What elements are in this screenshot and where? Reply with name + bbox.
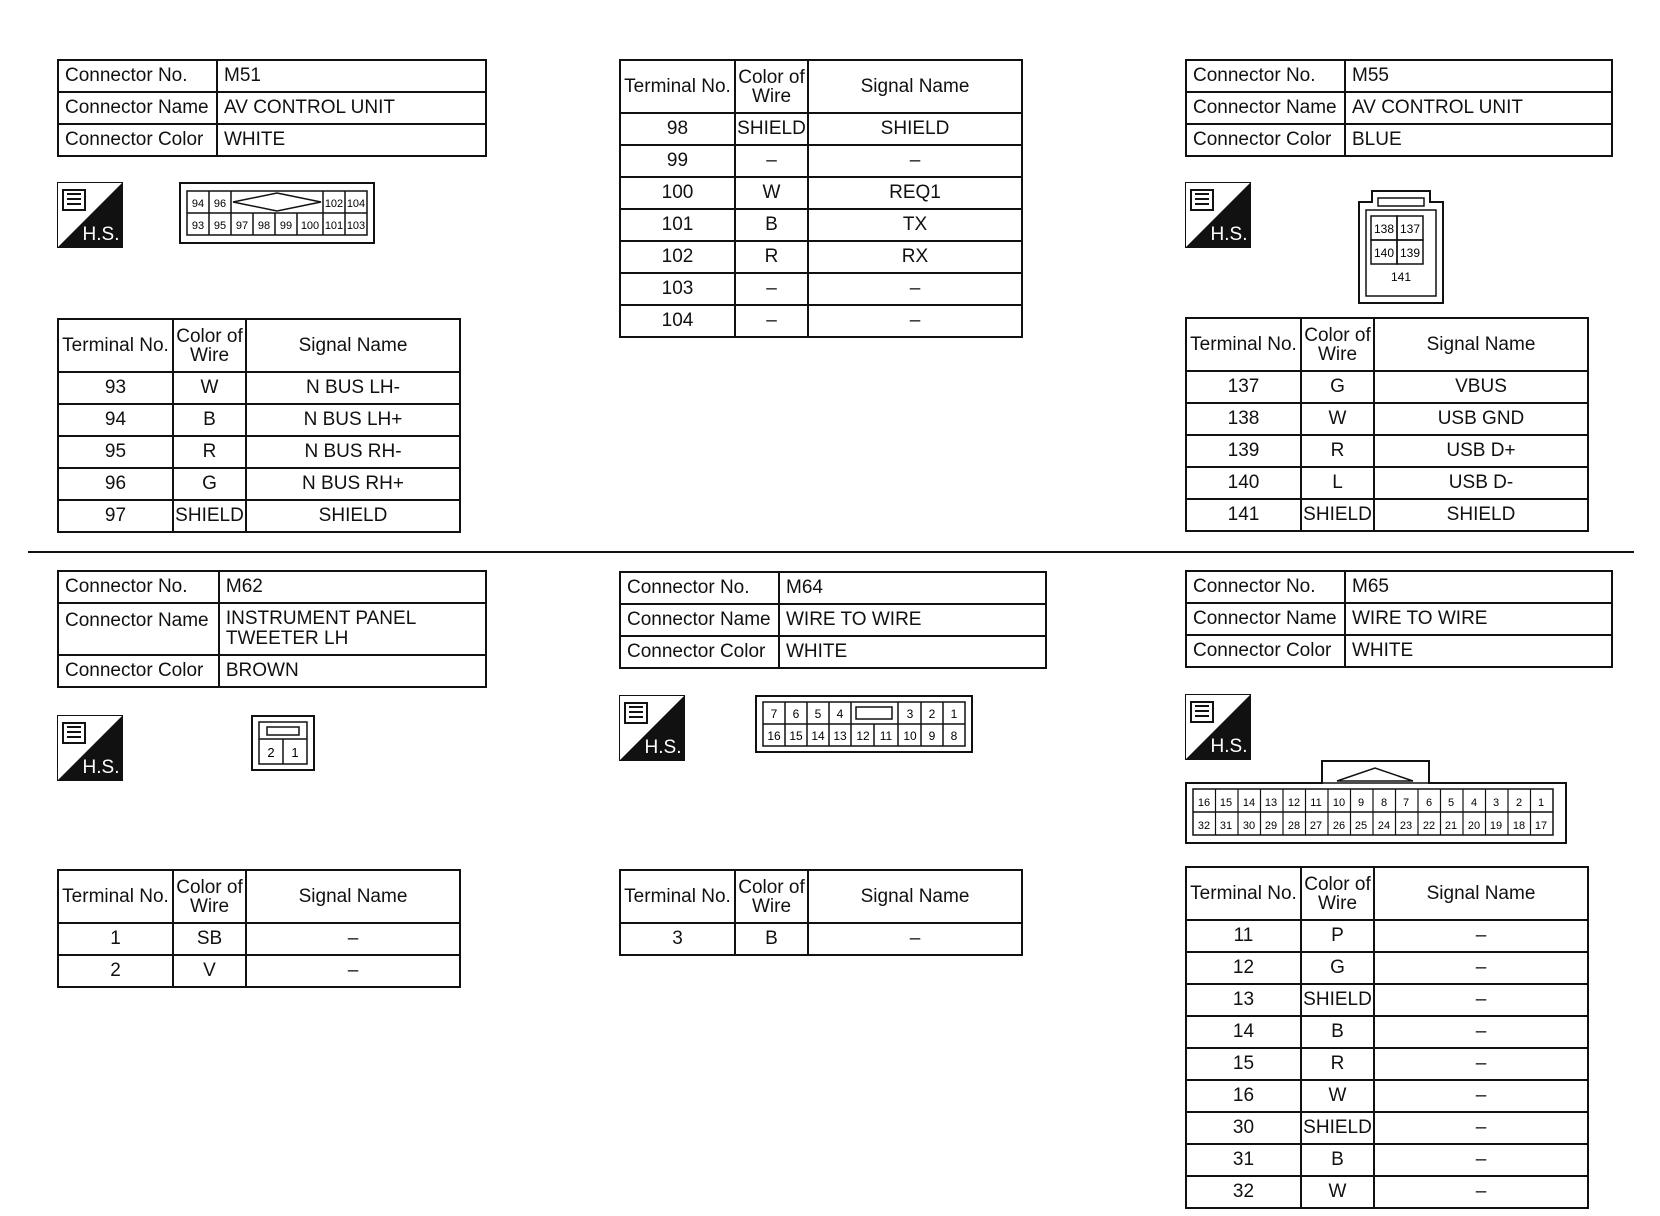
- table-row: [1186, 371, 1588, 403]
- table-cell: –: [1374, 1048, 1588, 1080]
- hs-icon: [1185, 694, 1251, 760]
- table-row: [1186, 467, 1588, 499]
- pin-label: 104: [346, 198, 366, 210]
- pin-label: 21: [1444, 820, 1458, 832]
- m55-name: AV CONTROL UNIT: [1345, 92, 1612, 124]
- table-cell: G: [173, 468, 246, 500]
- table-cell: –: [1374, 1112, 1588, 1144]
- pin-label: H.S.: [644, 737, 682, 758]
- table-cell: 138: [1186, 403, 1301, 435]
- m51-info-table: [57, 59, 487, 157]
- header-terminal: Terminal No.: [58, 319, 173, 372]
- m62-no: M62: [219, 571, 486, 603]
- table-cell: –: [1374, 1176, 1588, 1208]
- pin-label: 7: [1402, 797, 1410, 809]
- hs-icon: [1185, 182, 1251, 248]
- pin-label: 100: [300, 220, 320, 232]
- table-cell: Connector Color: [620, 636, 779, 668]
- table-cell: L: [1301, 467, 1374, 499]
- table-row: [620, 870, 1022, 923]
- m51-terminal-table-cont: [619, 59, 1023, 338]
- table-cell: W: [1301, 1080, 1374, 1112]
- table-row: [1186, 1048, 1588, 1080]
- pin-label: 9: [928, 729, 936, 743]
- table-cell: 103: [620, 273, 735, 305]
- pin-label: 8: [1380, 797, 1388, 809]
- table-row: [1186, 984, 1588, 1016]
- table-row: [58, 372, 460, 404]
- table-cell: –: [808, 305, 1022, 337]
- table-cell: W: [1301, 1176, 1374, 1208]
- m64-terminal-table: [619, 869, 1023, 956]
- pin-label: 5: [814, 707, 822, 721]
- table-row: [58, 655, 486, 687]
- table-row: [58, 468, 460, 500]
- table-row: [58, 603, 486, 655]
- table-row: [620, 273, 1022, 305]
- pin-label: 2: [928, 707, 936, 721]
- m62-connector-face: [251, 715, 315, 771]
- table-cell: REQ1: [808, 177, 1022, 209]
- table-cell: Signal Name: [1374, 867, 1588, 920]
- m65-info-table: [1185, 570, 1613, 668]
- pin-label: 98: [257, 220, 271, 232]
- table-cell: Signal Name: [1374, 318, 1588, 371]
- table-row: [1186, 920, 1588, 952]
- header-terminal: Terminal No.: [620, 60, 735, 113]
- pin-label: 16: [1197, 797, 1211, 809]
- pin-label: 141: [1390, 270, 1412, 284]
- table-cell: Terminal No.: [1186, 318, 1301, 371]
- m51-name: AV CONTROL UNIT: [217, 92, 486, 124]
- pin-label: 6: [792, 707, 800, 721]
- pin-label: 27: [1309, 820, 1323, 832]
- m55-connector-face: [1358, 190, 1444, 304]
- table-cell: B: [1301, 1016, 1374, 1048]
- table-cell: TX: [808, 209, 1022, 241]
- pin-label: 20: [1467, 820, 1481, 832]
- table-row: [1186, 952, 1588, 984]
- pin-label: 32: [1197, 820, 1211, 832]
- table-row: [1186, 867, 1588, 920]
- pin-label: 137: [1399, 222, 1421, 236]
- m55-no: M55: [1345, 60, 1612, 92]
- pin-label: 13: [1264, 797, 1278, 809]
- section-divider: [28, 551, 1634, 553]
- table-row: [1186, 1016, 1588, 1048]
- table-cell: Color of Wire: [173, 870, 246, 923]
- table-row: [58, 870, 460, 923]
- label-connector-name: Connector Name: [58, 92, 217, 124]
- pin-label: 11: [1310, 797, 1322, 809]
- table-row: [58, 436, 460, 468]
- pin-label: 14: [1242, 797, 1256, 809]
- pin-label: 103: [346, 220, 366, 232]
- table-cell: 11: [1186, 920, 1301, 952]
- table-cell: –: [808, 145, 1022, 177]
- table-cell: 1: [58, 923, 173, 955]
- pin-label: 1: [1537, 797, 1545, 809]
- table-row: [1186, 1144, 1588, 1176]
- table-cell: SHIELD: [173, 500, 246, 532]
- table-cell: 97: [58, 500, 173, 532]
- table-row: [1186, 603, 1612, 635]
- pin-label: 30: [1242, 820, 1256, 832]
- m55-info-table: [1185, 59, 1613, 157]
- m51-color: WHITE: [217, 124, 486, 156]
- table-cell: 96: [58, 468, 173, 500]
- pin-label: H.S.: [82, 757, 120, 778]
- table-cell: W: [735, 177, 808, 209]
- m51-no: M51: [217, 60, 486, 92]
- table-cell: Signal Name: [808, 870, 1022, 923]
- table-row: [1186, 124, 1612, 156]
- pin-label: 4: [836, 707, 844, 721]
- table-cell: Color of Wire: [1301, 867, 1374, 920]
- table-cell: 98: [620, 113, 735, 145]
- table-cell: 137: [1186, 371, 1301, 403]
- m64-connector-face: [755, 695, 973, 753]
- pin-label: 25: [1354, 820, 1368, 832]
- table-cell: 102: [620, 241, 735, 273]
- table-row: [1186, 60, 1612, 92]
- pin-label: 1: [291, 745, 299, 760]
- m65-color: WHITE: [1345, 635, 1612, 667]
- pin-label: 2: [267, 745, 275, 760]
- table-row: [1186, 499, 1588, 531]
- table-cell: 104: [620, 305, 735, 337]
- table-cell: Connector No.: [620, 572, 779, 604]
- table-row: [1186, 1112, 1588, 1144]
- m62-color: BROWN: [219, 655, 486, 687]
- m55-terminal-table: [1185, 317, 1589, 532]
- table-cell: 93: [58, 372, 173, 404]
- table-cell: R: [1301, 1048, 1374, 1080]
- table-row: [58, 92, 486, 124]
- table-cell: SHIELD: [1301, 1112, 1374, 1144]
- table-cell: 16: [1186, 1080, 1301, 1112]
- table-cell: 15: [1186, 1048, 1301, 1080]
- pin-label: 96: [213, 198, 227, 210]
- pin-label: 17: [1534, 820, 1548, 832]
- header-signal: Signal Name: [246, 319, 460, 372]
- table-cell: Connector Name: [58, 603, 219, 655]
- table-row: [620, 113, 1022, 145]
- pin-label: H.S.: [1210, 224, 1248, 245]
- table-cell: 95: [58, 436, 173, 468]
- table-cell: Connector Color: [58, 655, 219, 687]
- table-cell: 31: [1186, 1144, 1301, 1176]
- table-cell: 101: [620, 209, 735, 241]
- table-cell: N BUS RH-: [246, 436, 460, 468]
- table-cell: 13: [1186, 984, 1301, 1016]
- m65-name: WIRE TO WIRE: [1345, 603, 1612, 635]
- table-row: [1186, 1080, 1588, 1112]
- table-cell: –: [735, 305, 808, 337]
- m65-no: M65: [1345, 571, 1612, 603]
- pin-label: 99: [279, 220, 293, 232]
- pin-label: 14: [811, 729, 825, 743]
- table-row: [58, 571, 486, 603]
- table-cell: G: [1301, 952, 1374, 984]
- table-cell: B: [735, 209, 808, 241]
- table-cell: W: [173, 372, 246, 404]
- table-cell: Color of Wire: [735, 870, 808, 923]
- table-cell: –: [808, 273, 1022, 305]
- m55-color: BLUE: [1345, 124, 1612, 156]
- table-cell: –: [735, 145, 808, 177]
- table-row: [58, 319, 460, 372]
- table-cell: SHIELD: [808, 113, 1022, 145]
- hs-icon: [57, 182, 123, 248]
- pin-label: 101: [324, 220, 344, 232]
- table-row: [58, 500, 460, 532]
- m51-connector-face: [179, 182, 375, 244]
- table-row: [58, 60, 486, 92]
- pin-label: 6: [1425, 797, 1433, 809]
- table-row: [620, 604, 1046, 636]
- pin-label: 29: [1264, 820, 1278, 832]
- pin-label: 23: [1399, 820, 1413, 832]
- pin-label: 22: [1422, 820, 1436, 832]
- label-connector-name: Connector Name: [1186, 92, 1345, 124]
- table-row: [1186, 435, 1588, 467]
- m62-name: INSTRUMENT PANEL TWEETER LH: [219, 603, 486, 655]
- table-cell: Connector Color: [1186, 635, 1345, 667]
- table-row: [620, 145, 1022, 177]
- pin-label: 9: [1357, 797, 1365, 809]
- table-cell: SHIELD: [735, 113, 808, 145]
- pin-label: 4: [1470, 797, 1478, 809]
- pin-label: 139: [1399, 246, 1421, 260]
- m62-terminal-table: [57, 869, 461, 988]
- table-cell: –: [1374, 920, 1588, 952]
- header-wire-color: Color of Wire: [173, 319, 246, 372]
- table-cell: SB: [173, 923, 246, 955]
- pin-label: 3: [906, 707, 914, 721]
- pin-label: 10: [903, 729, 917, 743]
- m62-info-table: [57, 570, 487, 688]
- pin-label: 15: [1219, 797, 1233, 809]
- m64-name: WIRE TO WIRE: [779, 604, 1046, 636]
- table-cell: 12: [1186, 952, 1301, 984]
- pin-label: 24: [1377, 820, 1391, 832]
- table-row: [620, 177, 1022, 209]
- table-row: [58, 404, 460, 436]
- table-cell: 2: [58, 955, 173, 987]
- table-row: [1186, 403, 1588, 435]
- pin-label: H.S.: [1210, 736, 1248, 757]
- table-row: [620, 209, 1022, 241]
- header-signal: Signal Name: [808, 60, 1022, 113]
- table-cell: USB D-: [1374, 467, 1588, 499]
- table-row: [1186, 571, 1612, 603]
- table-cell: 30: [1186, 1112, 1301, 1144]
- table-cell: R: [173, 436, 246, 468]
- table-cell: 140: [1186, 467, 1301, 499]
- m65-connector-face: [1185, 760, 1567, 844]
- pin-label: 28: [1287, 820, 1301, 832]
- pin-label: 26: [1332, 820, 1346, 832]
- table-row: [620, 572, 1046, 604]
- pin-label: 95: [213, 220, 227, 232]
- table-cell: G: [1301, 371, 1374, 403]
- table-cell: Terminal No.: [1186, 867, 1301, 920]
- table-cell: –: [1374, 1016, 1588, 1048]
- label-connector-no: Connector No.: [1186, 60, 1345, 92]
- table-cell: 94: [58, 404, 173, 436]
- table-cell: N BUS LH+: [246, 404, 460, 436]
- table-cell: Connector No.: [58, 571, 219, 603]
- table-cell: P: [1301, 920, 1374, 952]
- table-cell: –: [808, 923, 1022, 955]
- pin-label: 102: [324, 198, 344, 210]
- pin-label: 97: [235, 220, 249, 232]
- pin-label: 7: [770, 707, 778, 721]
- m51-terminal-table: [57, 318, 461, 533]
- table-row: [1186, 635, 1612, 667]
- table-cell: –: [246, 923, 460, 955]
- pin-label: 140: [1373, 246, 1395, 260]
- table-cell: Color of Wire: [1301, 318, 1374, 371]
- table-cell: 32: [1186, 1176, 1301, 1208]
- hs-icon: [57, 715, 123, 781]
- table-cell: –: [1374, 984, 1588, 1016]
- pin-label: 94: [191, 198, 205, 210]
- pin-label: 16: [767, 729, 781, 743]
- table-cell: –: [246, 955, 460, 987]
- table-cell: SHIELD: [1301, 499, 1374, 531]
- table-cell: N BUS LH-: [246, 372, 460, 404]
- pin-label: 15: [789, 729, 803, 743]
- pin-label: 31: [1219, 820, 1233, 832]
- pin-label: 13: [833, 729, 847, 743]
- table-row: [1186, 92, 1612, 124]
- table-cell: Connector No.: [1186, 571, 1345, 603]
- table-cell: –: [1374, 1080, 1588, 1112]
- pin-label: 3: [1492, 797, 1500, 809]
- header-wire-color: Color of Wire: [735, 60, 808, 113]
- m64-color: WHITE: [779, 636, 1046, 668]
- table-cell: W: [1301, 403, 1374, 435]
- table-cell: SHIELD: [1301, 984, 1374, 1016]
- label-connector-color: Connector Color: [58, 124, 217, 156]
- table-cell: N BUS RH+: [246, 468, 460, 500]
- table-cell: V: [173, 955, 246, 987]
- table-cell: SHIELD: [1374, 499, 1588, 531]
- table-row: [1186, 318, 1588, 371]
- table-cell: 100: [620, 177, 735, 209]
- pin-label: 93: [191, 220, 205, 232]
- pin-label: 5: [1447, 797, 1455, 809]
- table-cell: USB D+: [1374, 435, 1588, 467]
- table-cell: 99: [620, 145, 735, 177]
- table-cell: 14: [1186, 1016, 1301, 1048]
- m65-terminal-table: [1185, 866, 1589, 1209]
- pin-label: 2: [1515, 797, 1523, 809]
- table-cell: R: [735, 241, 808, 273]
- table-cell: B: [173, 404, 246, 436]
- table-row: [1186, 1176, 1588, 1208]
- table-cell: 141: [1186, 499, 1301, 531]
- m64-no: M64: [779, 572, 1046, 604]
- table-row: [58, 923, 460, 955]
- table-cell: Connector Name: [620, 604, 779, 636]
- table-cell: –: [1374, 952, 1588, 984]
- pin-label: 12: [1287, 797, 1301, 809]
- table-row: [620, 636, 1046, 668]
- table-row: [620, 305, 1022, 337]
- table-row: [620, 923, 1022, 955]
- table-cell: Terminal No.: [620, 870, 735, 923]
- table-cell: 3: [620, 923, 735, 955]
- table-cell: Signal Name: [246, 870, 460, 923]
- table-row: [58, 955, 460, 987]
- hs-label: H.S.: [82, 224, 120, 245]
- table-cell: –: [1374, 1144, 1588, 1176]
- table-cell: –: [735, 273, 808, 305]
- table-cell: R: [1301, 435, 1374, 467]
- pin-label: 138: [1373, 222, 1395, 236]
- table-cell: B: [1301, 1144, 1374, 1176]
- table-row: [620, 60, 1022, 113]
- table-row: [58, 124, 486, 156]
- table-cell: Terminal No.: [58, 870, 173, 923]
- table-cell: VBUS: [1374, 371, 1588, 403]
- table-cell: SHIELD: [246, 500, 460, 532]
- pin-label: 18: [1512, 820, 1526, 832]
- table-cell: 139: [1186, 435, 1301, 467]
- table-cell: USB GND: [1374, 403, 1588, 435]
- table-cell: RX: [808, 241, 1022, 273]
- table-cell: B: [735, 923, 808, 955]
- pin-label: 8: [950, 729, 958, 743]
- pin-label: 11: [879, 729, 893, 743]
- pin-label: 10: [1332, 797, 1346, 809]
- pin-label: 1: [950, 707, 958, 721]
- m64-info-table: [619, 571, 1047, 669]
- pin-label: 12: [856, 729, 870, 743]
- pin-label: 19: [1489, 820, 1503, 832]
- hs-icon: [619, 695, 685, 761]
- table-row: [620, 241, 1022, 273]
- label-connector-no: Connector No.: [58, 60, 217, 92]
- table-cell: Connector Name: [1186, 603, 1345, 635]
- label-connector-color: Connector Color: [1186, 124, 1345, 156]
